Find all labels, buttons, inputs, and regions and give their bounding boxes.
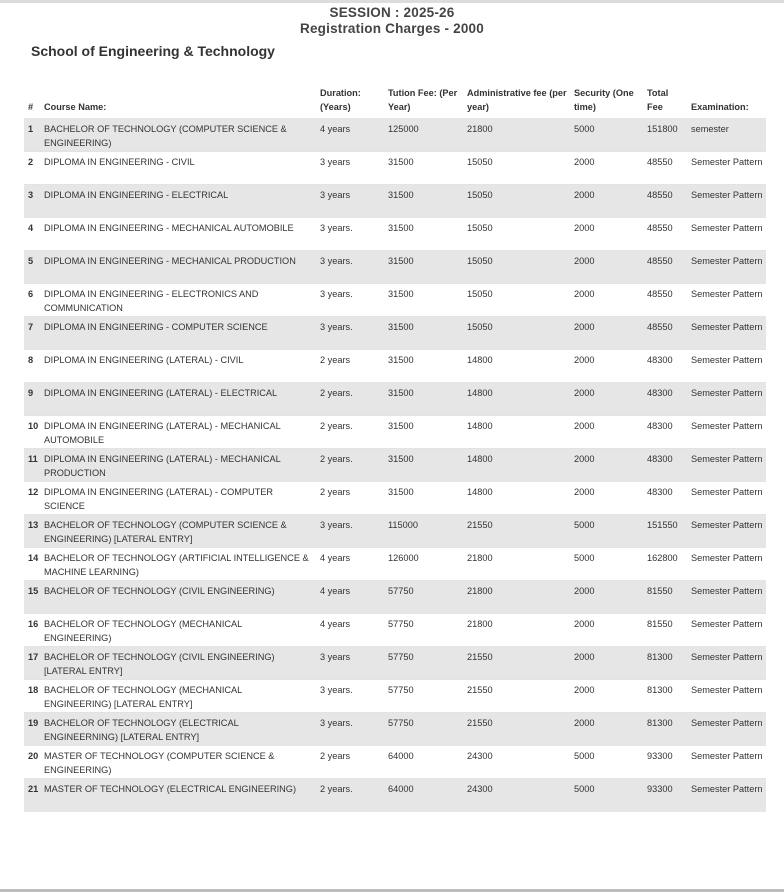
security-fee: 2000 [574,680,647,713]
row-index: 12 [24,482,44,515]
duration: 3 years. [320,515,388,548]
tuition-fee: 31500 [388,284,467,317]
security-fee: 2000 [574,317,647,350]
row-index: 17 [24,647,44,680]
course-name: DIPLOMA IN ENGINEERING - MECHANICAL AUTOMOBILE [44,218,320,251]
duration: 3 years. [320,218,388,251]
course-name: DIPLOMA IN ENGINEERING - CIVIL [44,152,320,185]
total-fee: 151550 [647,515,691,548]
row-index: 1 [24,119,44,152]
row-index: 4 [24,218,44,251]
table-row [24,350,766,383]
table-header-row [24,82,766,119]
administrative-fee: 15050 [467,152,574,185]
row-index: 14 [24,548,44,581]
row-index: 3 [24,185,44,218]
total-fee: 81550 [647,581,691,614]
school-title: School of Engineering & Technology [31,43,275,59]
security-fee: 2000 [574,647,647,680]
table-row [24,185,766,218]
security-fee: 2000 [574,416,647,449]
row-index: 2 [24,152,44,185]
security-fee: 2000 [574,251,647,284]
security-fee: 2000 [574,482,647,515]
security-fee: 5000 [574,515,647,548]
duration: 2 years. [320,779,388,812]
tuition-fee: 57750 [388,581,467,614]
duration: 3 years. [320,713,388,746]
course-name: DIPLOMA IN ENGINEERING (LATERAL) - MECHANICAL PRODUCTION [44,449,320,482]
security-fee: 2000 [574,218,647,251]
table-body [24,119,766,812]
duration: 3 years. [320,317,388,350]
table-row [24,779,766,812]
course-name: BACHELOR OF TECHNOLOGY (MECHANICAL ENGINEERING) [44,614,320,647]
duration: 3 years [320,647,388,680]
row-index: 13 [24,515,44,548]
total-fee: 48550 [647,284,691,317]
administrative-fee: 14800 [467,482,574,515]
row-index: 15 [24,581,44,614]
tuition-fee: 31500 [388,350,467,383]
table-row [24,515,766,548]
examination-pattern: Semester Pattern [691,581,766,614]
total-fee: 48550 [647,317,691,350]
column-header-admin-fee: Administrative fee (per year) [467,88,567,112]
course-name: BACHELOR OF TECHNOLOGY (MECHANICAL ENGINEERING) [LATERAL ENTRY] [44,680,320,713]
total-fee: 48300 [647,383,691,416]
total-fee: 48550 [647,152,691,185]
table-row [24,614,766,647]
table-row [24,548,766,581]
total-fee: 48550 [647,251,691,284]
row-index: 20 [24,746,44,779]
examination-pattern: Semester Pattern [691,185,766,218]
table-row [24,416,766,449]
examination-pattern: Semester Pattern [691,614,766,647]
tuition-fee: 57750 [388,680,467,713]
tuition-fee: 31500 [388,317,467,350]
tuition-fee: 31500 [388,482,467,515]
session-title: SESSION : 2025-26 [329,5,455,20]
administrative-fee: 14800 [467,350,574,383]
tuition-fee: 31500 [388,218,467,251]
tuition-fee: 31500 [388,383,467,416]
total-fee: 151800 [647,119,691,152]
duration: 2 years. [320,383,388,416]
column-header-course: Course Name: [44,102,107,112]
tuition-fee: 31500 [388,449,467,482]
administrative-fee: 21800 [467,614,574,647]
table-row [24,251,766,284]
administrative-fee: 14800 [467,416,574,449]
row-index: 9 [24,383,44,416]
row-index: 8 [24,350,44,383]
course-name: DIPLOMA IN ENGINEERING (LATERAL) - ELECTRICAL [44,383,320,416]
examination-pattern: Semester Pattern [691,416,766,449]
administrative-fee: 15050 [467,218,574,251]
administrative-fee: 14800 [467,449,574,482]
tuition-fee: 57750 [388,647,467,680]
security-fee: 2000 [574,185,647,218]
duration: 3 years. [320,284,388,317]
row-index: 11 [24,449,44,482]
tuition-fee: 125000 [388,119,467,152]
tuition-fee: 64000 [388,746,467,779]
page-header [0,5,784,37]
duration: 2 years. [320,416,388,449]
examination-pattern: Semester Pattern [691,383,766,416]
duration: 4 years [320,581,388,614]
total-fee: 48550 [647,218,691,251]
examination-pattern: Semester Pattern [691,284,766,317]
security-fee: 5000 [574,746,647,779]
administrative-fee: 21550 [467,647,574,680]
course-name: DIPLOMA IN ENGINEERING - ELECTRONICS AND COMMUNICATION [44,284,320,317]
course-name: DIPLOMA IN ENGINEERING - ELECTRICAL [44,185,320,218]
tuition-fee: 57750 [388,614,467,647]
course-name: BACHELOR OF TECHNOLOGY (CIVIL ENGINEERING) [44,581,320,614]
course-name: MASTER OF TECHNOLOGY (ELECTRICAL ENGINEERING) [44,779,320,812]
security-fee: 2000 [574,152,647,185]
tuition-fee: 31500 [388,251,467,284]
total-fee: 48300 [647,416,691,449]
column-header-security: Security (One time) [574,88,634,112]
duration: 4 years [320,614,388,647]
tuition-fee: 126000 [388,548,467,581]
course-name: DIPLOMA IN ENGINEERING - MECHANICAL PRODUCTION [44,251,320,284]
column-header-duration: Duration: (Years) [320,88,361,112]
security-fee: 2000 [574,284,647,317]
registration-charges: Registration Charges - 2000 [300,21,484,36]
total-fee: 81300 [647,647,691,680]
administrative-fee: 24300 [467,779,574,812]
administrative-fee: 15050 [467,185,574,218]
duration: 3 years [320,152,388,185]
duration: 2 years [320,746,388,779]
row-index: 18 [24,680,44,713]
total-fee: 81550 [647,614,691,647]
security-fee: 2000 [574,713,647,746]
security-fee: 5000 [574,779,647,812]
table-row [24,383,766,416]
column-header-examination: Examination: [691,102,749,112]
row-index: 6 [24,284,44,317]
duration: 2 years [320,482,388,515]
row-index: 16 [24,614,44,647]
table-row [24,449,766,482]
course-name: DIPLOMA IN ENGINEERING (LATERAL) - COMPUTER SCIENCE [44,482,320,515]
administrative-fee: 21550 [467,713,574,746]
administrative-fee: 21800 [467,548,574,581]
examination-pattern: Semester Pattern [691,746,766,779]
total-fee: 81300 [647,713,691,746]
examination-pattern: Semester Pattern [691,482,766,515]
administrative-fee: 21800 [467,119,574,152]
duration: 3 years. [320,680,388,713]
course-name: BACHELOR OF TECHNOLOGY (CIVIL ENGINEERING) [LATERAL ENTRY] [44,647,320,680]
course-name: BACHELOR OF TECHNOLOGY (ELECTRICAL ENGINEERNING) [LATERAL ENTRY] [44,713,320,746]
duration: 3 years [320,185,388,218]
table-row [24,119,766,152]
course-name: BACHELOR OF TECHNOLOGY (ARTIFICIAL INTELLIGENCE & MACHINE LEARNING) [44,548,320,581]
security-fee: 2000 [574,383,647,416]
security-fee: 2000 [574,581,647,614]
row-index: 21 [24,779,44,812]
tuition-fee: 31500 [388,152,467,185]
tuition-fee: 115000 [388,515,467,548]
tuition-fee: 31500 [388,185,467,218]
table-row [24,218,766,251]
row-index: 7 [24,317,44,350]
total-fee: 48550 [647,185,691,218]
administrative-fee: 15050 [467,251,574,284]
table-row [24,152,766,185]
duration: 2 years [320,350,388,383]
table-row [24,746,766,779]
security-fee: 5000 [574,119,647,152]
total-fee: 93300 [647,779,691,812]
top-divider [0,0,784,3]
course-name: DIPLOMA IN ENGINEERING (LATERAL) - CIVIL [44,350,320,383]
administrative-fee: 21800 [467,581,574,614]
table-row [24,680,766,713]
row-index: 5 [24,251,44,284]
security-fee: 2000 [574,614,647,647]
examination-pattern: Semester Pattern [691,449,766,482]
table-row [24,317,766,350]
administrative-fee: 21550 [467,515,574,548]
total-fee: 81300 [647,680,691,713]
security-fee: 5000 [574,548,647,581]
course-name: BACHELOR OF TECHNOLOGY (COMPUTER SCIENCE & ENGINEERING) [LATERAL ENTRY] [44,515,320,548]
tuition-fee: 64000 [388,779,467,812]
total-fee: 93300 [647,746,691,779]
row-index: 10 [24,416,44,449]
administrative-fee: 24300 [467,746,574,779]
duration: 4 years [320,548,388,581]
examination-pattern: Semester Pattern [691,779,766,812]
total-fee: 48300 [647,350,691,383]
duration: 4 years [320,119,388,152]
administrative-fee: 21550 [467,680,574,713]
row-index: 19 [24,713,44,746]
table-row [24,284,766,317]
course-name: DIPLOMA IN ENGINEERING - COMPUTER SCIENCE [44,317,320,350]
table-row [24,581,766,614]
examination-pattern: Semester Pattern [691,647,766,680]
security-fee: 2000 [574,449,647,482]
table-row [24,713,766,746]
administrative-fee: 15050 [467,317,574,350]
examination-pattern: Semester Pattern [691,548,766,581]
total-fee: 48300 [647,482,691,515]
examination-pattern: Semester Pattern [691,680,766,713]
column-header-index: # [28,102,34,112]
column-header-total-fee: Total Fee [647,88,669,112]
duration: 2 years. [320,449,388,482]
examination-pattern: Semester Pattern [691,317,766,350]
course-name: BACHELOR OF TECHNOLOGY (COMPUTER SCIENCE & ENGINEERING) [44,119,320,152]
administrative-fee: 14800 [467,383,574,416]
duration: 3 years. [320,251,388,284]
fee-table [24,82,766,812]
administrative-fee: 15050 [467,284,574,317]
examination-pattern: semester [691,119,766,152]
examination-pattern: Semester Pattern [691,350,766,383]
examination-pattern: Semester Pattern [691,515,766,548]
table-row [24,482,766,515]
tuition-fee: 31500 [388,416,467,449]
course-name: MASTER OF TECHNOLOGY (COMPUTER SCIENCE & ENGINEERING) [44,746,320,779]
course-name: DIPLOMA IN ENGINEERING (LATERAL) - MECHANICAL AUTOMOBILE [44,416,320,449]
security-fee: 2000 [574,350,647,383]
total-fee: 48300 [647,449,691,482]
tuition-fee: 57750 [388,713,467,746]
examination-pattern: Semester Pattern [691,713,766,746]
examination-pattern: Semester Pattern [691,251,766,284]
column-header-tuition: Tution Fee: (Per Year) [388,88,458,112]
examination-pattern: Semester Pattern [691,152,766,185]
total-fee: 162800 [647,548,691,581]
table-row [24,647,766,680]
examination-pattern: Semester Pattern [691,218,766,251]
